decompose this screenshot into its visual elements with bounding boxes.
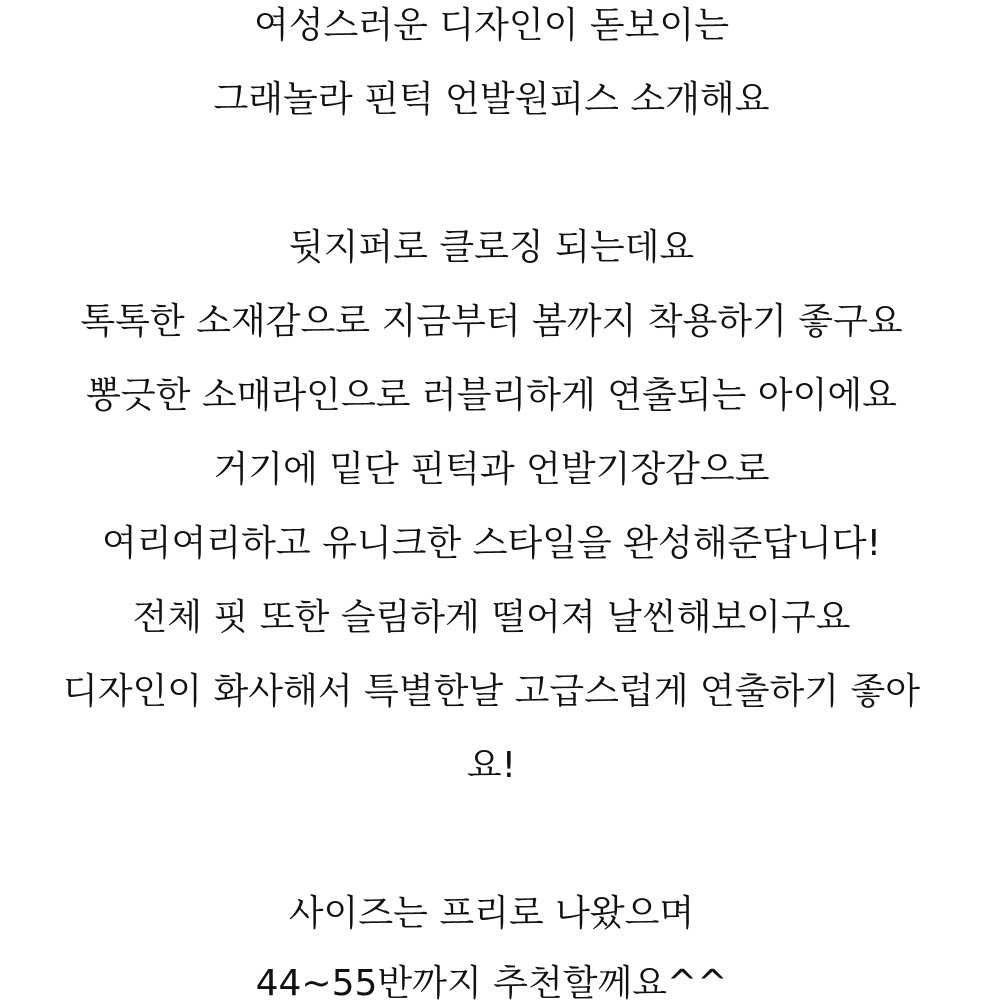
description-line-9: 디자인이 화사해서 특별한날 고급스럽게 연출하기 좋아 (62, 671, 921, 712)
description-line-7: 여리여리하고 유니크한 스타일을 완성해준답니다! (101, 523, 882, 564)
description-line-6: 거기에 밑단 핀턱과 언발기장감으로 (213, 449, 770, 490)
description-line-12: 44~55반까지 추천할께요^^ (255, 963, 728, 1004)
description-line-10: 요! (466, 745, 517, 786)
description-line-2: 그래놀라 핀턱 언발원피스 소개해요 (213, 79, 770, 120)
description-line-5: 뽕긋한 소매라인으로 러블리하게 연출되는 아이에요 (86, 375, 897, 416)
description-line-4: 톡톡한 소재감으로 지금부터 봄까지 착용하기 좋구요 (80, 301, 903, 342)
description-line-3: 뒷지퍼로 클로징 되는데요 (288, 227, 695, 268)
description-line-11: 사이즈는 프리로 나왔으며 (288, 893, 695, 934)
description-line-8: 전체 핏 또한 슬림하게 떨어져 날씬해보이구요 (132, 597, 851, 638)
description-line-1: 여성스러운 디자인이 돋보이는 (254, 5, 729, 46)
